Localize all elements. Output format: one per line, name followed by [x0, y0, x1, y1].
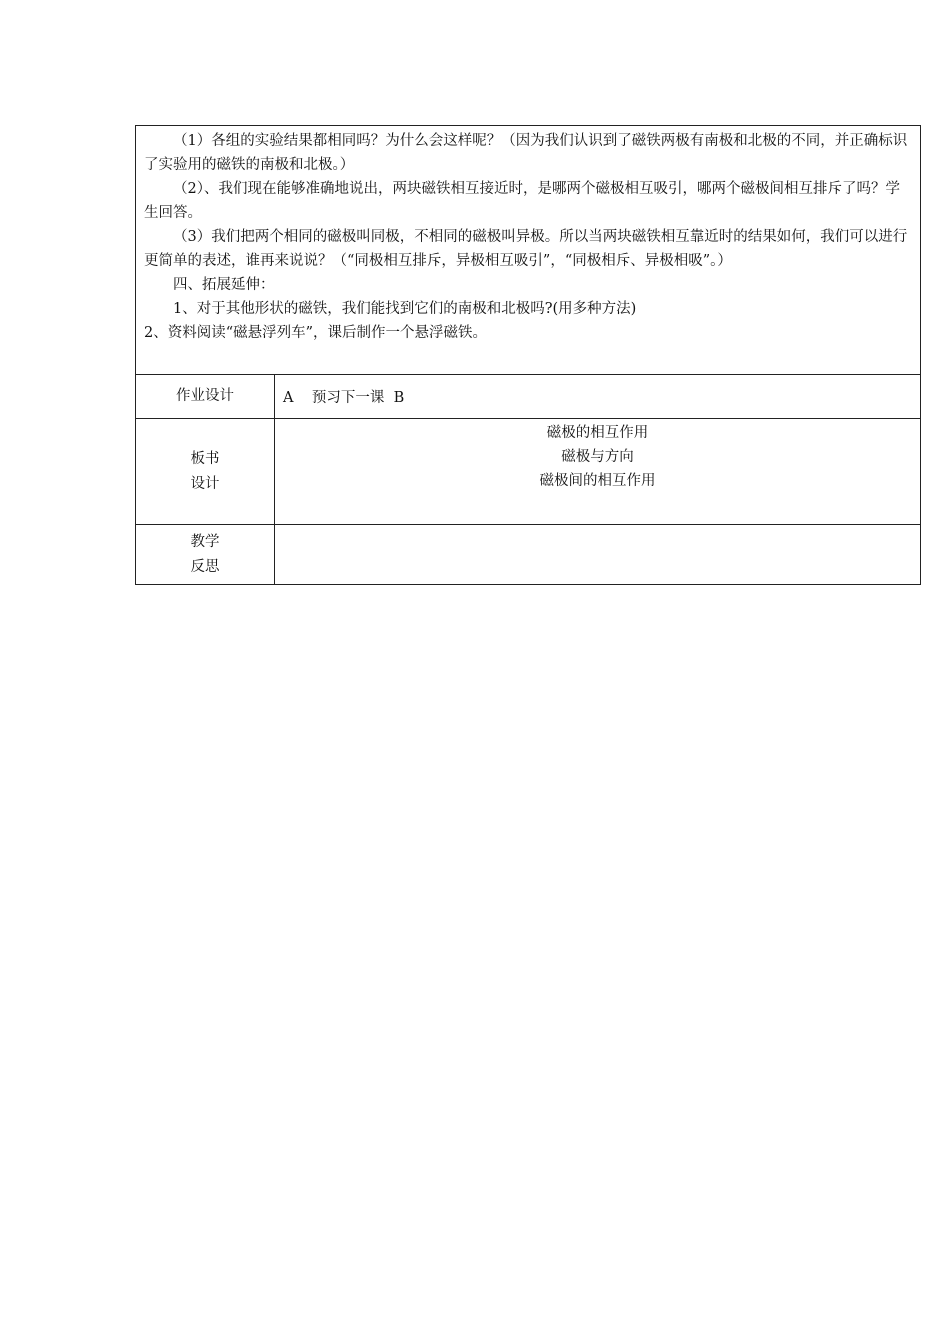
lesson-plan-table	[135, 125, 921, 585]
reflection-label-line1: 教学	[190, 533, 220, 550]
reflection-label-line2: 反思	[190, 558, 220, 575]
board-line-1: 磁极的相互作用	[546, 425, 649, 441]
board-row	[136, 419, 921, 525]
board-content-cell	[275, 419, 921, 525]
board-line-3: 磁极间的相互作用	[539, 473, 656, 489]
paragraph-extension-2: 2、资料阅读“磁悬浮列车”，课后制作一个悬浮磁铁。	[144, 325, 488, 341]
lesson-content-cell	[136, 126, 921, 375]
reflection-content-cell	[275, 525, 921, 585]
section-heading-extension: 四、拓展延伸：	[173, 277, 275, 293]
homework-label: 作业设计	[176, 388, 234, 404]
paragraph-question-3: （3）我们把两个相同的磁极叫同极，不相同的磁极叫异极。所以当两块磁铁相互靠近时的结果如何，我们可以进行更简单的表述，谁再来说说？（“同极相互排斥，异极相互吸引”，“同极相斥、异极相吸”。）	[144, 229, 908, 269]
homework-content: A 预习下一课 B	[283, 390, 405, 406]
homework-label-cell	[136, 375, 275, 419]
board-label-line2: 设计	[190, 475, 220, 492]
reflection-row	[136, 525, 921, 585]
paragraph-question-1: （1）各组的实验结果都相同吗？为什么会这样呢？（因为我们认识到了磁铁两极有南极和北极的不同，并正确标识了实验用的磁铁的南极和北极。）	[144, 133, 908, 173]
paragraph-extension-1: 1、对于其他形状的磁铁，我们能找到它们的南极和北极吗?(用多种方法)	[173, 301, 637, 317]
board-line-2: 磁极与方向	[561, 449, 634, 465]
reflection-label-cell	[136, 525, 275, 585]
board-label-cell	[136, 419, 275, 525]
homework-content-cell	[275, 375, 921, 419]
homework-row	[136, 375, 921, 419]
board-label-line1: 板书	[190, 450, 220, 467]
paragraph-question-2: （2）、我们现在能够准确地说出，两块磁铁相互接近时，是哪两个磁极相互吸引，哪两个磁极间相互排斥了吗？学生回答。	[144, 181, 900, 221]
lesson-row	[136, 126, 921, 375]
